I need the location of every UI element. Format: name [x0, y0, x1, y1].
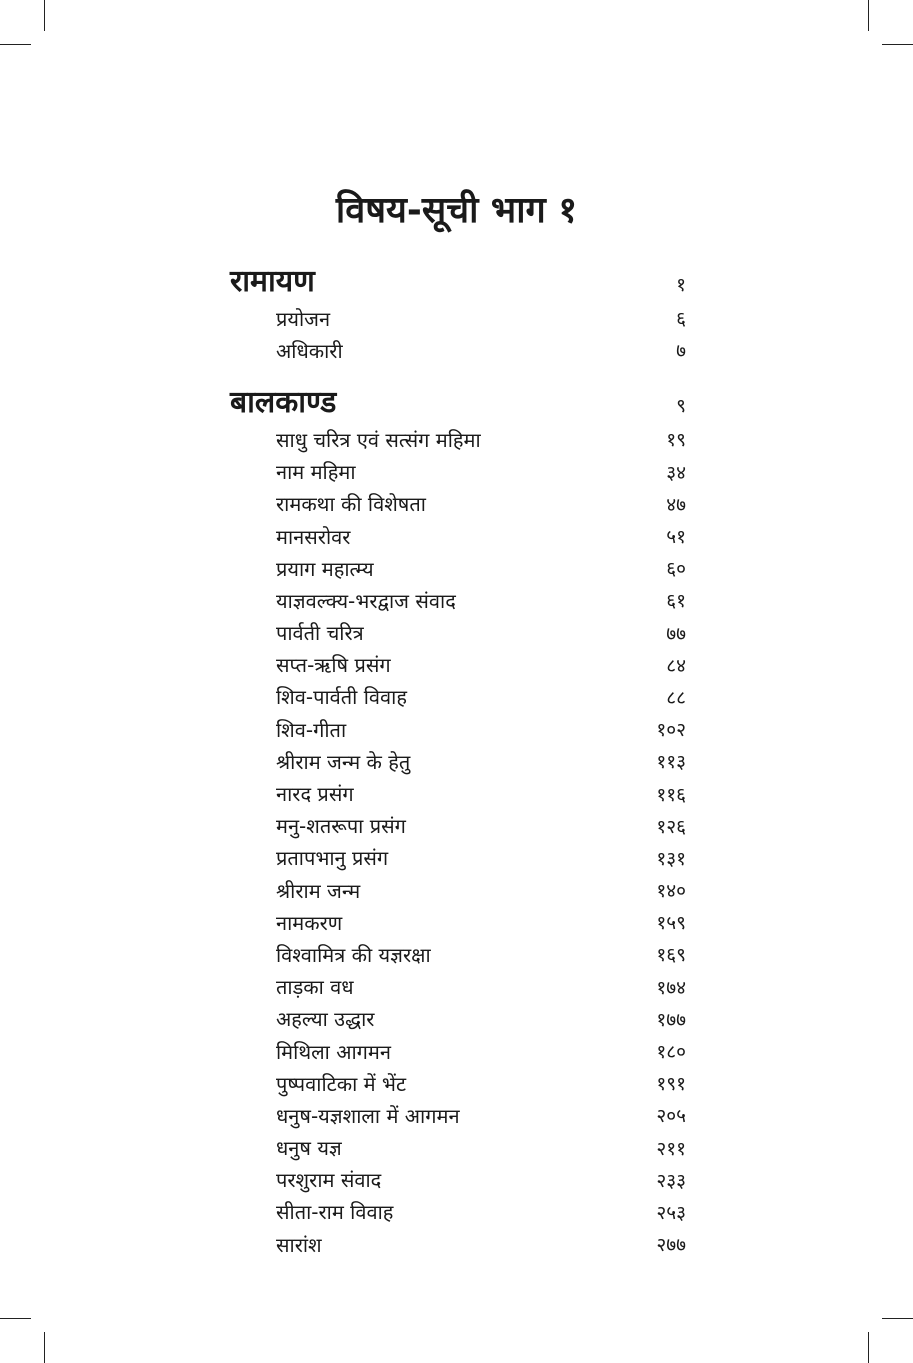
toc-entry [230, 971, 686, 1003]
entry-title: मनु-शतरूपा प्रसंग [276, 814, 406, 839]
toc-entry [230, 777, 686, 809]
toc-entry [230, 810, 686, 842]
section-page-number: ९ [676, 395, 686, 418]
entry-page-number: ११६ [656, 783, 686, 806]
entry-title: धनुष-यज्ञशाला में आगमन [276, 1103, 460, 1128]
entry-title: प्रयोजन [276, 306, 331, 331]
entry-page-number: १८० [656, 1041, 686, 1064]
toc-entry [230, 938, 686, 970]
toc-entry [230, 334, 686, 366]
entry-title: श्रीराम जन्म के हेतु [276, 749, 411, 774]
entry-page-number: १९ [666, 429, 686, 452]
entry-page-number: ५१ [666, 526, 686, 549]
toc-entry [230, 1067, 686, 1099]
entry-page-number: १९१ [656, 1073, 686, 1096]
entry-page-number: २०५ [656, 1105, 686, 1128]
entry-title: शिव-पार्वती विवाह [276, 685, 407, 710]
table-of-contents [230, 258, 686, 1260]
entry-title: अहल्या उद्धार [276, 1007, 375, 1032]
entry-title: ताड़का वध [276, 975, 354, 1000]
entry-title: विश्वामित्र की यज्ञरक्षा [276, 942, 431, 967]
entry-page-number: ४७ [666, 493, 686, 516]
entry-title: श्रीराम जन्म [276, 878, 361, 903]
entry-title: पुष्पवाटिका में भेंट [276, 1071, 407, 1096]
crop-mark-top-left-horizontal [0, 44, 31, 45]
toc-entry [230, 681, 686, 713]
entry-title: सीता-राम विवाह [276, 1200, 394, 1225]
crop-mark-bottom-left-vertical [44, 1332, 45, 1363]
toc-entry [230, 1132, 686, 1164]
toc-entry [230, 488, 686, 520]
toc-entry [230, 906, 686, 938]
entry-title: नारद प्रसंग [276, 782, 354, 807]
entry-title: रामकथा की विशेषता [276, 492, 426, 517]
toc-entry [230, 745, 686, 777]
entry-page-number: ७७ [666, 622, 686, 645]
toc-entry [230, 423, 686, 455]
crop-mark-top-right-horizontal [882, 44, 913, 45]
entry-page-number: ११३ [656, 751, 686, 774]
toc-entry [230, 456, 686, 488]
crop-mark-top-right-vertical [868, 0, 869, 31]
entry-title: सप्त-ऋषि प्रसंग [276, 653, 391, 678]
entry-page-number: ६ [676, 308, 686, 331]
toc-entry [230, 1228, 686, 1260]
toc-section [230, 258, 686, 366]
entry-page-number: १३१ [656, 847, 686, 870]
entry-title: सारांश [276, 1232, 322, 1257]
toc-entry [230, 617, 686, 649]
section-title: बालकाण्ड [230, 385, 337, 421]
toc-entry [230, 1035, 686, 1067]
entry-page-number: २७७ [656, 1234, 686, 1257]
entry-title: धनुष यज्ञ [276, 1136, 342, 1161]
toc-entry [230, 874, 686, 906]
entry-title: शिव-गीता [276, 717, 347, 742]
entry-title: प्रयाग महात्म्य [276, 556, 374, 581]
crop-mark-bottom-right-vertical [868, 1332, 869, 1363]
entry-title: मानसरोवर [276, 524, 351, 549]
entry-page-number: १२६ [656, 815, 686, 838]
toc-section-heading [230, 379, 686, 423]
entry-title: याज्ञवल्क्य-भरद्वाज संवाद [276, 588, 456, 613]
entry-title: साधु चरित्र एवं सत्संग महिमा [276, 427, 481, 452]
entry-page-number: १०२ [656, 719, 686, 742]
toc-entry [230, 584, 686, 616]
entry-page-number: ७ [676, 340, 686, 363]
toc-entry [230, 1099, 686, 1131]
entry-page-number: २११ [656, 1137, 686, 1160]
entry-title: नामकरण [276, 910, 343, 935]
entry-page-number: १६९ [656, 944, 686, 967]
entry-title: परशुराम संवाद [276, 1168, 382, 1193]
toc-section-heading [230, 258, 686, 302]
page-title: विषय-सूची भाग १ [335, 190, 578, 231]
entry-title: मिथिला आगमन [276, 1039, 391, 1064]
toc-entry [230, 1003, 686, 1035]
entry-page-number: १७७ [656, 1008, 686, 1031]
entry-title: पार्वती चरित्र [276, 621, 364, 646]
crop-mark-bottom-right-horizontal [882, 1318, 913, 1319]
entry-title: प्रतापभानु प्रसंग [276, 846, 389, 871]
toc-section [230, 379, 686, 1260]
entry-page-number: १५९ [656, 912, 686, 935]
section-title: रामायण [230, 264, 315, 299]
crop-mark-bottom-left-horizontal [0, 1318, 31, 1319]
toc-entry [230, 649, 686, 681]
entry-title: अधिकारी [276, 338, 343, 363]
entry-title: नाम महिमा [276, 460, 356, 485]
entry-page-number: ८४ [666, 654, 686, 677]
entry-page-number: २३३ [656, 1169, 686, 1192]
entry-page-number: १४० [656, 880, 686, 903]
entry-page-number: ६० [666, 558, 686, 581]
entry-page-number: ८८ [666, 686, 686, 709]
toc-entry [230, 842, 686, 874]
entry-page-number: ६१ [666, 590, 686, 613]
toc-entry [230, 552, 686, 584]
toc-entry [230, 520, 686, 552]
entry-page-number: १७४ [656, 976, 686, 999]
toc-entry [230, 713, 686, 745]
toc-entry [230, 1164, 686, 1196]
section-page-number: १ [676, 274, 686, 296]
crop-mark-top-left-vertical [44, 0, 45, 31]
entry-page-number: २५३ [656, 1201, 686, 1224]
toc-entry [230, 1196, 686, 1228]
entry-page-number: ३४ [666, 461, 686, 484]
toc-entry [230, 302, 686, 334]
